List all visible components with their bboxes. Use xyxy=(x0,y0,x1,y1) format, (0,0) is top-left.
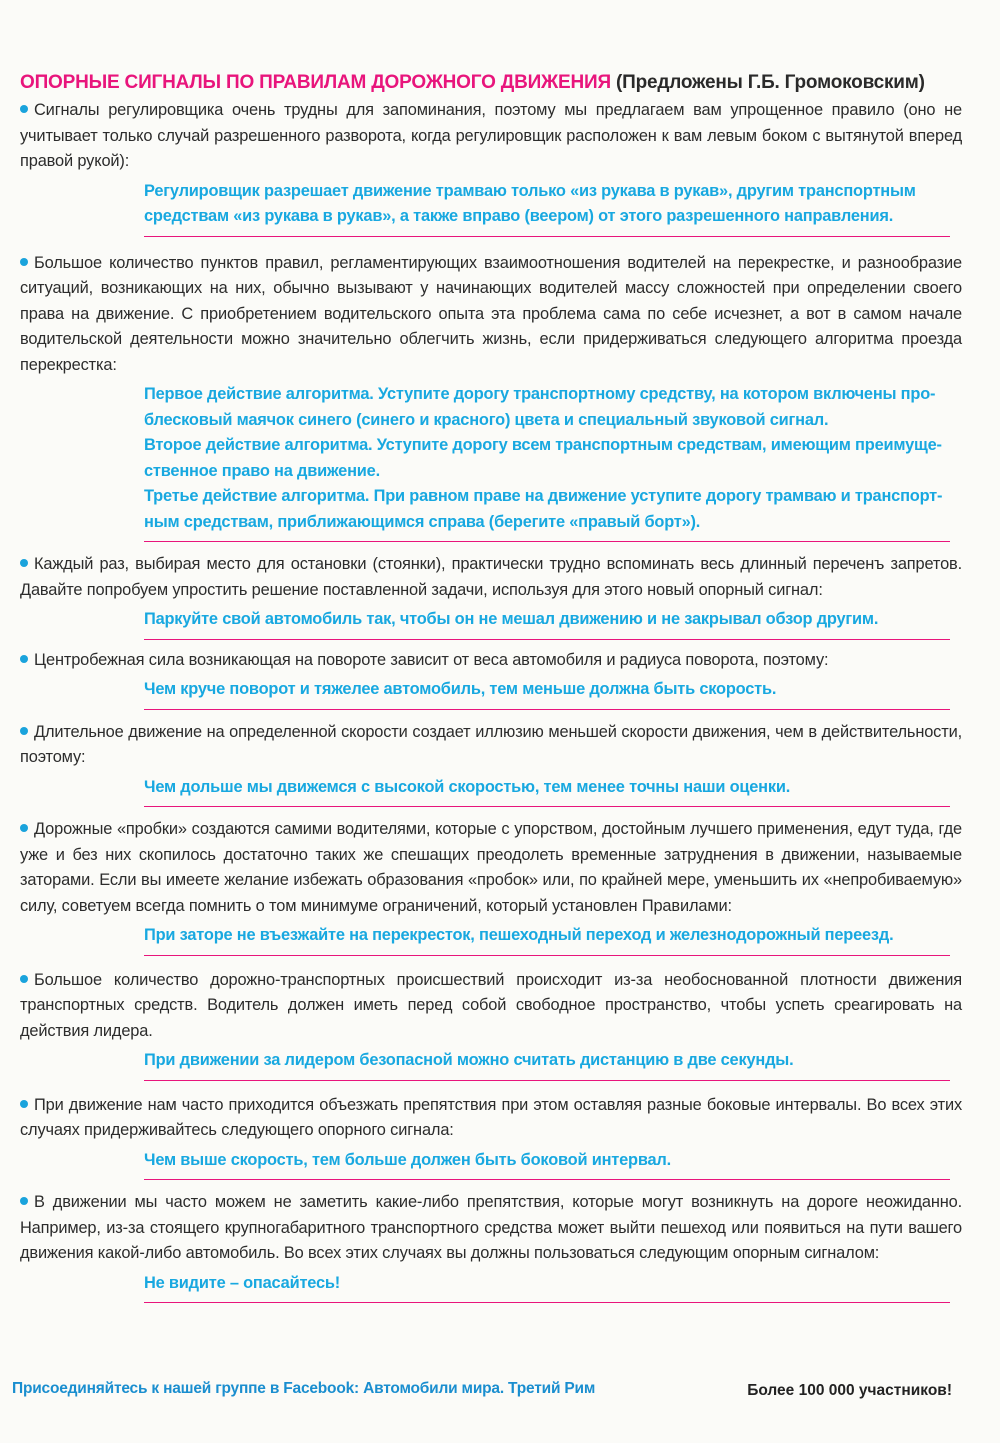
signal-line: Второе действие алгоритма. Уступите дорогу всем транспортным средствам, имеющим преимуще- xyxy=(144,436,942,454)
title-author: (Предложены Г.Б. Громоковским) xyxy=(616,72,925,93)
rule-text xyxy=(20,251,962,379)
rule-section xyxy=(20,1190,962,1303)
signal-line: Чем дольше мы движемся с высокой скоростью, тем менее точны наши оценки. xyxy=(144,777,791,796)
rule-text-body: При движение нам часто приходится объезжать препятствия при этом оставляя разные боковые интервалы. Во всех этих случаях придерживайтесь следующего опорного сигнала: xyxy=(20,1095,962,1139)
rule-text xyxy=(20,720,962,771)
title-main: ОПОРНЫЕ СИГНАЛЫ ПО ПРАВИЛАМ ДОРОЖНОГО ДВИЖЕНИЯ xyxy=(20,72,611,93)
rule-section xyxy=(20,720,962,808)
rule-text-body: Центробежная сила возникающая на повороте зависит от веса автомобиля и радиуса поворота, поэтому: xyxy=(34,650,829,669)
bullet-dot-icon xyxy=(20,655,28,663)
bullet-dot-icon xyxy=(20,824,28,832)
bullet-dot-icon xyxy=(20,258,28,266)
signal-line: Чем круче поворот и тяжелее автомобиль, тем меньше должна быть скорость. xyxy=(144,680,777,698)
rule-section xyxy=(20,817,962,956)
signal-box xyxy=(144,923,950,956)
signal-line: Третье действие алгоритма. При равном праве на движение уступите дорогу трамваю и транспорт- xyxy=(144,487,943,505)
rule-section xyxy=(20,251,962,543)
rule-text xyxy=(20,1190,962,1267)
signal-box xyxy=(144,607,950,640)
signal-box xyxy=(144,1048,950,1081)
signal-line: При заторе не въезжайте на перекресток, пешеходный переход и железнодорожный переезд. xyxy=(144,926,894,944)
signal-line: Первое действие алгоритма. Уступите дорогу транспортному средству, на котором включены про- xyxy=(144,385,936,403)
rule-section xyxy=(20,968,962,1081)
rule-text-body: В движении мы часто можем не заметить какие-либо препятствия, которые могут возникнуть на дороге неожиданно. Например, из-за стоящего крупногабаритного транспортного средства может выйти пешеход или появиться на пути вашего движения какой-либо автомобиль. Во всех этих случаях вы должны пользоваться следующим опорным сигналом: xyxy=(20,1193,962,1262)
signal-box xyxy=(144,1271,950,1304)
rule-section xyxy=(20,98,962,237)
signal-line: Не видите – опасайтесь! xyxy=(144,1273,341,1292)
rule-text xyxy=(20,817,962,919)
footer-group-link[interactable]: Присоединяйтесь к нашей группе в Facebook: Автомобили мира. Третий Рим xyxy=(12,1380,596,1397)
signal-line: блесковый маячок синего (синего и красного) цвета и специальный звуковой сигнал. xyxy=(144,410,829,429)
rule-text-body: Большое количество дорожно-транспортных происшествий происходит из-за необоснованной плотности движения транспортных средств. Водитель должен иметь перед собой свободное пространство, чтобы успеть среагировать на действия лидера. xyxy=(20,970,962,1040)
rule-text-body: Каждый раз, выбирая место для остановки (стоянки), практически трудно вспоминать весь длинный переченъ запретов. Давайте попробуем упростить решение поставленной задачи, используя для этого новый опорный сигнал: xyxy=(20,555,962,599)
rule-text-body: Длительное движение на определенной скорости создает иллюзию меньшей скорости движения, чем в действительности, поэтому: xyxy=(20,722,962,766)
rule-section xyxy=(20,552,962,640)
signal-line: ным средствам, приближающимся справа (берегите «правый борт»). xyxy=(144,512,701,531)
signal-line: При движении за лидером безопасной можно считать дистанцию в две секунды. xyxy=(144,1051,794,1069)
bullet-dot-icon xyxy=(20,1197,28,1205)
signal-box xyxy=(144,382,950,542)
rule-text xyxy=(20,98,962,175)
signal-line: Регулировщик разрешает движение трамваю только «из рукава в рукав», другим транспортным xyxy=(144,181,916,200)
signal-box xyxy=(144,677,950,710)
signal-line: Чем выше скорость, тем больше должен быть боковой интервал. xyxy=(144,1150,671,1169)
signal-line: ственное право на движение. xyxy=(144,461,380,480)
bullet-dot-icon xyxy=(20,105,28,113)
rule-text xyxy=(20,648,962,674)
rule-text xyxy=(20,968,962,1045)
rule-text-body: Большое количество пунктов правил, регламентирующих взаимоотношения водителей на перекрестке, и разнообразие ситуаций, возникающих на них, обычно вызывают у начинающих водителей массу сложностей при определении своего права на движение. С приобретением водительского опыта эта проблема сама по себе исчезнет, а вот в самом начале водительской деятельности можно значительно облегчить жизнь, если придерживаться следующего алгоритма проезда перекрестка: xyxy=(20,253,962,374)
bullet-dot-icon xyxy=(20,975,28,983)
page-title xyxy=(20,72,962,94)
rule-text xyxy=(20,1093,962,1144)
bullet-dot-icon xyxy=(20,559,28,567)
signal-line: Паркуйте свой автомобиль так, чтобы он не мешал движению и не закрывал обзор другим. xyxy=(144,610,879,628)
signal-box xyxy=(144,1148,950,1181)
document-page xyxy=(20,72,962,1303)
rule-section xyxy=(20,1093,962,1181)
rule-text-body: Дорожные «пробки» создаются самими водителями, которые с упорством, достойным лучшего применения, едут туда, где уже и без них скопилось достаточно таких же спешащих преодолеть временные затруднения в движении, называемые заторами. Если вы имеете желание избежать образования «пробок» или, по крайней мере, уменьшить их «непробиваемую» силу, советуем всегда помнить о том минимуме ограничений, который установлен Правилами: xyxy=(20,820,962,915)
rule-text-body: Сигналы регулировщика очень трудны для запоминания, поэтому мы предлагаем вам упрощенное правило (оно не учитывает только случай разрешенного разворота, когда регулировщик расположен к вам левым боком с вытянутой вперед правой рукой): xyxy=(20,101,962,170)
rule-section xyxy=(20,648,962,710)
footer-members-count: Более 100 000 участников! xyxy=(747,1382,952,1399)
sections-list xyxy=(20,98,962,1303)
signal-box xyxy=(144,775,950,808)
rule-text xyxy=(20,552,962,603)
bullet-dot-icon xyxy=(20,1100,28,1108)
bullet-dot-icon xyxy=(20,727,28,735)
signal-box xyxy=(144,179,950,237)
signal-line: средствам «из рукава в рукав», а также вправо (веером) от этого разрешенного направления. xyxy=(144,207,894,225)
